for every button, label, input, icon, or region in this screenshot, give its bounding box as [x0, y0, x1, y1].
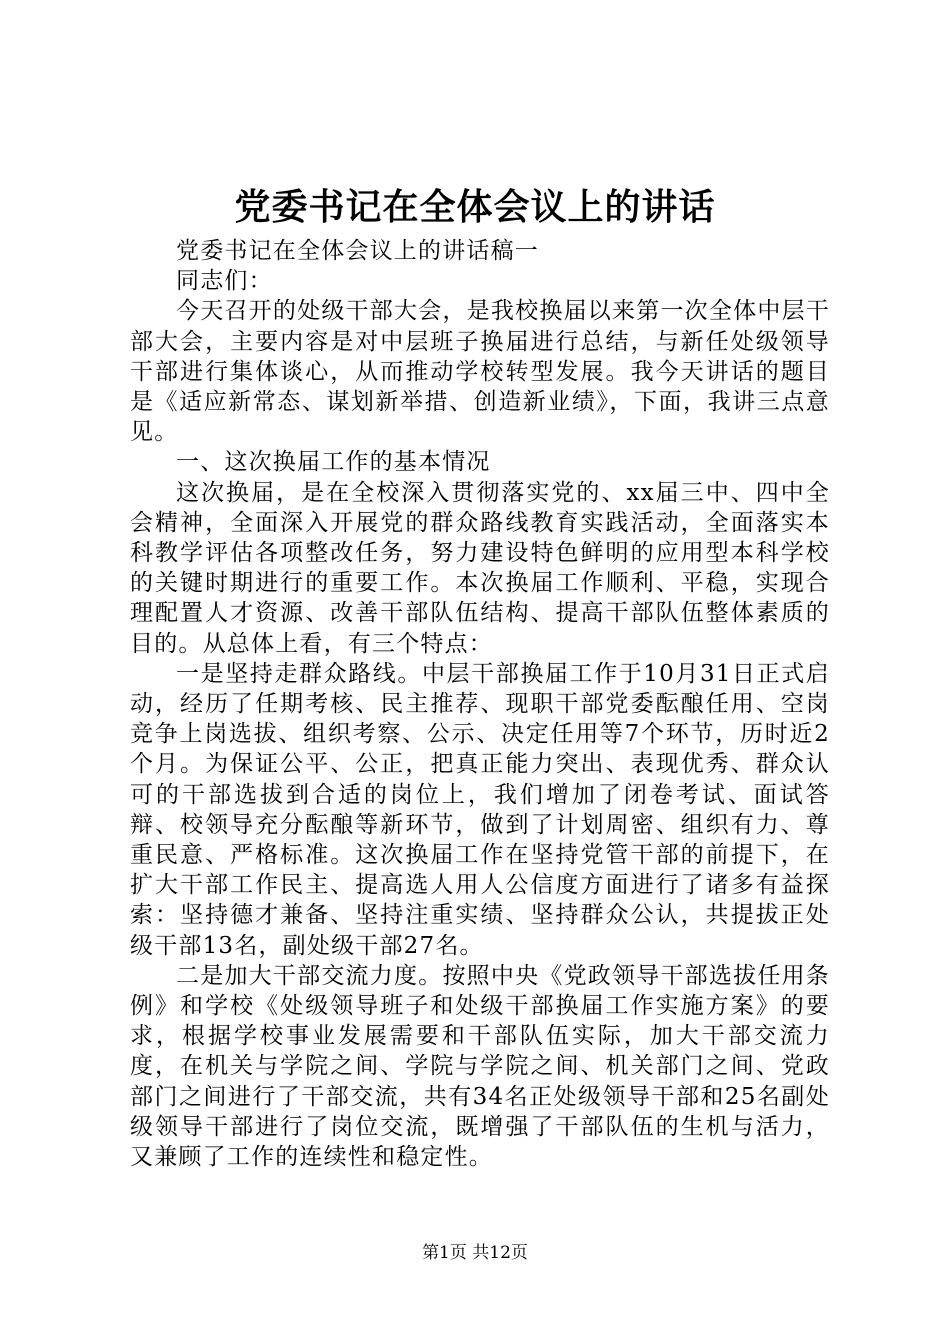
body-paragraph: 这次换届，是在全校深入贯彻落实党的、xx届三中、四中全会精神，全面深入开展党的群众路线教育实践活动，全面落实本科教学评估各项整改任务，努力建设特色鲜明的应用型本科学校的关键时期进行的重要工作。本次换届工作顺利、平稳，实现合理配置人才资源、改善干部队伍结构、提高干部队伍整体素质的目的。从总体上看，有三个特点：: [130, 479, 830, 657]
subtitle-paragraph: 党委书记在全体会议上的讲话稿一: [176, 238, 539, 264]
body-paragraph: 今天召开的处级干部大会，是我校换届以来第一次全体中层干部大会，主要内容是对中层班子换届进行总结，与新任处级领导干部进行集体谈心，从而推动学校转型发展。我今天讲话的题目是《适应新常态、谋划新举措、创造新业绩》，下面，我讲三点意见。: [130, 298, 830, 446]
body-paragraph: 一是坚持走群众路线。中层干部换届工作于10月31日正式启动，经历了任期考核、民主推荐、现职干部党委酝酿任用、空岗竞争上岗选拔、组织考察、公示、决定任用等7个环节，历时近2个月。为保证公平、公正，把真正能力突出、表现优秀、群众认可的干部选拔到合适的岗位上，我们增加了闭卷考试、面试答辩、校领导充分酝酿等新环节，做到了计划周密、组织有力、尊重民意、严格标准。这次换届工作在坚持党管干部的前提下，在扩大干部工作民主、提高选人用人公信度方面进行了诸多有益探索：坚持德才兼备、坚持注重实绩、坚持群众公认，共提拔正处级干部13名，副处级干部27名。: [130, 660, 830, 959]
document-title: 党委书记在全体会议上的讲话: [234, 187, 716, 228]
salutation-paragraph: 同志们：: [176, 268, 273, 295]
document-body: [130, 236, 830, 1172]
section-heading: 一、这次换届工作的基本情况: [176, 449, 491, 476]
page-number-footer: 第1页 共12页: [422, 1243, 528, 1263]
body-paragraph: 二是加大干部交流力度。按照中央《党政领导干部选拔任用条例》和学校《处级领导班子和处级干部换届工作实施方案》的要求，根据学校事业发展需要和干部队伍实际，加大干部交流力度，在机关与学院之间、学院与学院之间、机关部门之间、党政部门之间进行了干部交流，共有34名正处级领导干部和25名副处级领导干部进行了岗位交流，既增强了干部队伍的生机与活力，又兼顾了工作的连续性和稳定性。: [130, 962, 830, 1171]
